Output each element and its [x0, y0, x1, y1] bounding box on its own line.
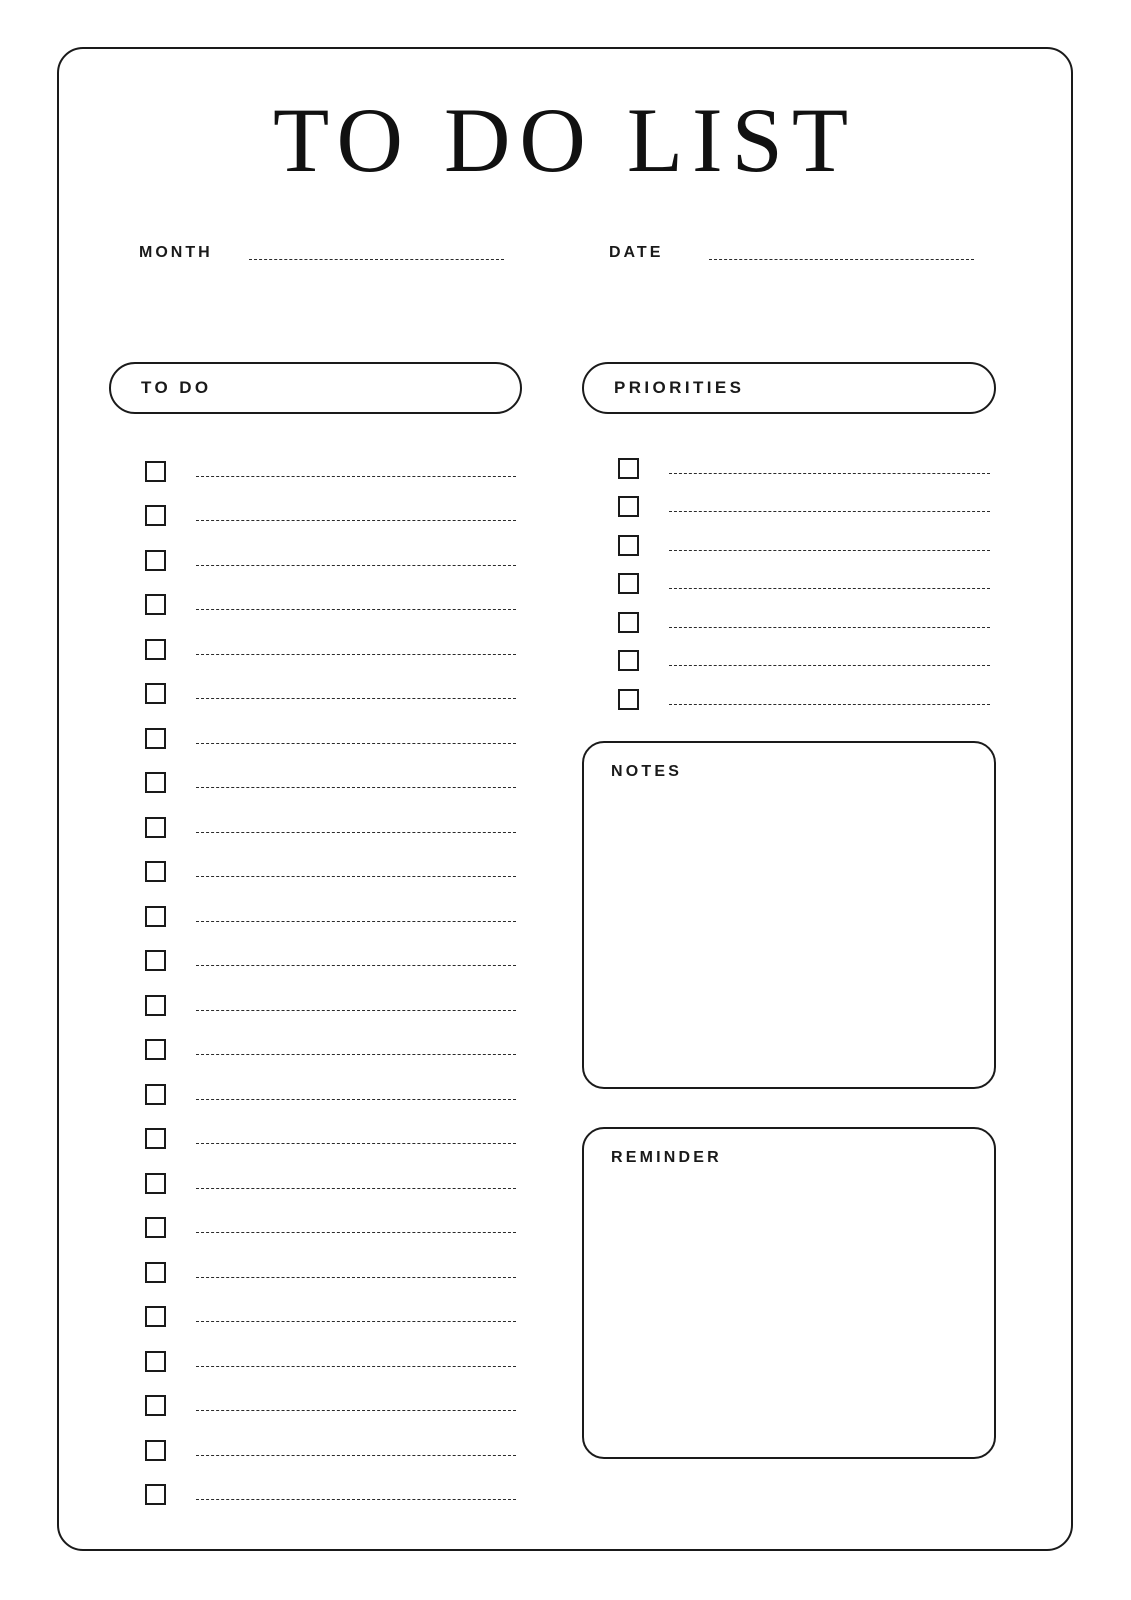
todo-item-row — [109, 583, 522, 628]
todo-item-checkbox[interactable] — [145, 683, 166, 704]
todo-item-checkbox[interactable] — [145, 861, 166, 882]
notes-label: NOTES — [611, 763, 683, 780]
todo-item-write-line[interactable] — [196, 743, 516, 744]
todo-item-checkbox[interactable] — [145, 1128, 166, 1149]
priority-item-checkbox[interactable] — [618, 650, 639, 671]
priority-item-row — [582, 565, 996, 604]
priority-item-checkbox[interactable] — [618, 689, 639, 710]
notes-box[interactable] — [582, 741, 996, 1089]
todo-item-write-line[interactable] — [196, 1143, 516, 1144]
todo-item-checkbox[interactable] — [145, 995, 166, 1016]
todo-item-row — [109, 1117, 522, 1162]
priority-item-write-line[interactable] — [669, 511, 990, 512]
todo-item-checkbox[interactable] — [145, 594, 166, 615]
todo-item-checkbox[interactable] — [145, 1395, 166, 1416]
meta-row — [59, 244, 1071, 274]
priorities-list — [582, 449, 996, 719]
todo-item-checkbox[interactable] — [145, 950, 166, 971]
todo-item-row — [109, 1428, 522, 1473]
todo-item-row — [109, 538, 522, 583]
todo-item-checkbox[interactable] — [145, 1351, 166, 1372]
todo-item-checkbox[interactable] — [145, 1173, 166, 1194]
todo-item-write-line[interactable] — [196, 787, 516, 788]
priority-item-write-line[interactable] — [669, 473, 990, 474]
priority-item-row — [582, 526, 996, 565]
todo-item-checkbox[interactable] — [145, 550, 166, 571]
priority-item-checkbox[interactable] — [618, 496, 639, 517]
todo-item-row — [109, 627, 522, 672]
todo-item-write-line[interactable] — [196, 1099, 516, 1100]
todo-item-checkbox[interactable] — [145, 1262, 166, 1283]
todo-item-write-line[interactable] — [196, 876, 516, 877]
todo-item-row — [109, 761, 522, 806]
todo-item-checkbox[interactable] — [145, 728, 166, 749]
todo-item-write-line[interactable] — [196, 609, 516, 610]
todo-item-write-line[interactable] — [196, 1366, 516, 1367]
priority-item-row — [582, 680, 996, 719]
priority-item-row — [582, 488, 996, 527]
priority-item-checkbox[interactable] — [618, 535, 639, 556]
todo-item-write-line[interactable] — [196, 1232, 516, 1233]
reminder-box[interactable] — [582, 1127, 996, 1459]
priority-item-write-line[interactable] — [669, 665, 990, 666]
todo-item-write-line[interactable] — [196, 565, 516, 566]
todo-item-row — [109, 983, 522, 1028]
todo-item-write-line[interactable] — [196, 1277, 516, 1278]
priority-item-checkbox[interactable] — [618, 458, 639, 479]
todo-item-checkbox[interactable] — [145, 461, 166, 482]
todo-item-checkbox[interactable] — [145, 1440, 166, 1461]
todo-item-row — [109, 894, 522, 939]
priority-item-write-line[interactable] — [669, 704, 990, 705]
todo-item-row — [109, 1161, 522, 1206]
month-input-line[interactable] — [249, 259, 504, 260]
todo-item-checkbox[interactable] — [145, 1217, 166, 1238]
priority-item-checkbox[interactable] — [618, 612, 639, 633]
todo-item-checkbox[interactable] — [145, 505, 166, 526]
todo-item-row — [109, 850, 522, 895]
todo-section-header — [109, 362, 522, 414]
date-input-line[interactable] — [709, 259, 974, 260]
todo-item-checkbox[interactable] — [145, 1084, 166, 1105]
todo-item-checkbox[interactable] — [145, 1039, 166, 1060]
todo-item-checkbox[interactable] — [145, 1484, 166, 1505]
todo-section-label: TO DO — [141, 378, 212, 397]
todo-item-write-line[interactable] — [196, 1054, 516, 1055]
todo-item-row — [109, 1339, 522, 1384]
reminder-label: REMINDER — [611, 1149, 722, 1166]
todo-item-row — [109, 1295, 522, 1340]
todo-item-write-line[interactable] — [196, 1010, 516, 1011]
todo-item-write-line[interactable] — [196, 1321, 516, 1322]
todo-item-write-line[interactable] — [196, 520, 516, 521]
todo-item-write-line[interactable] — [196, 1499, 516, 1500]
todo-item-row — [109, 494, 522, 539]
todo-item-write-line[interactable] — [196, 1455, 516, 1456]
todo-item-write-line[interactable] — [196, 965, 516, 966]
todo-item-row — [109, 1250, 522, 1295]
todo-item-row — [109, 1028, 522, 1073]
todo-item-row — [109, 939, 522, 984]
todo-item-checkbox[interactable] — [145, 817, 166, 838]
todo-item-row — [109, 716, 522, 761]
todo-item-checkbox[interactable] — [145, 906, 166, 927]
priority-item-write-line[interactable] — [669, 588, 990, 589]
priority-item-row — [582, 449, 996, 488]
priority-item-row — [582, 642, 996, 681]
todo-item-write-line[interactable] — [196, 832, 516, 833]
todo-item-row — [109, 672, 522, 717]
page-sheet — [57, 47, 1073, 1551]
priorities-section-header — [582, 362, 996, 414]
priority-item-write-line[interactable] — [669, 627, 990, 628]
todo-item-row — [109, 449, 522, 494]
todo-list — [109, 449, 522, 1517]
todo-item-row — [109, 1384, 522, 1429]
todo-item-row — [109, 1473, 522, 1518]
todo-item-row — [109, 1072, 522, 1117]
date-label: DATE — [609, 244, 664, 261]
todo-item-write-line[interactable] — [196, 921, 516, 922]
priority-item-row — [582, 603, 996, 642]
page-title: TO DO LIST — [272, 89, 858, 191]
todo-item-checkbox[interactable] — [145, 1306, 166, 1327]
todo-item-row — [109, 1206, 522, 1251]
todo-item-checkbox[interactable] — [145, 639, 166, 660]
todo-item-checkbox[interactable] — [145, 772, 166, 793]
todo-item-write-line[interactable] — [196, 698, 516, 699]
priority-item-write-line[interactable] — [669, 550, 990, 551]
priority-item-checkbox[interactable] — [618, 573, 639, 594]
todo-item-write-line[interactable] — [196, 1410, 516, 1411]
todo-item-row — [109, 805, 522, 850]
priorities-section-label: PRIORITIES — [614, 378, 745, 397]
month-label: MONTH — [139, 244, 213, 261]
todo-item-write-line[interactable] — [196, 654, 516, 655]
todo-item-write-line[interactable] — [196, 1188, 516, 1189]
todo-item-write-line[interactable] — [196, 476, 516, 477]
